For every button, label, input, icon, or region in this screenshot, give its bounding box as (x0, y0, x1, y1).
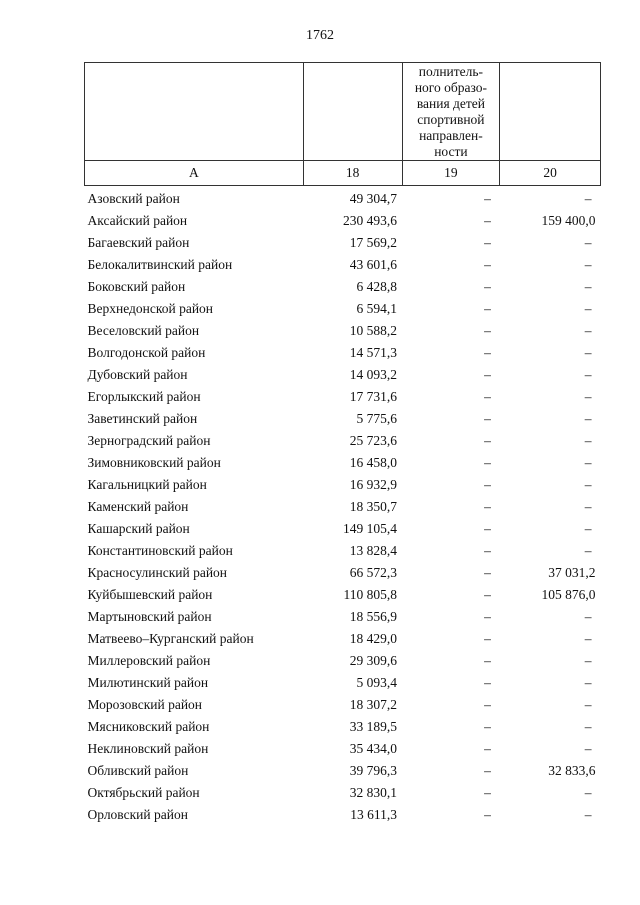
value-col-20: – (584, 367, 592, 382)
district-name: Кагальницкий район (87, 477, 207, 492)
value-col-19: – (484, 301, 491, 316)
value-col-19: – (484, 345, 491, 360)
value-col-18: 25 723,6 (349, 433, 397, 448)
value-col-20: – (584, 257, 592, 272)
value-col-19: – (484, 587, 491, 602)
district-name: Октябрьский район (87, 785, 200, 800)
value-col-19: – (484, 213, 491, 228)
value-col-20: – (584, 609, 592, 624)
value-col-20: – (584, 741, 592, 756)
district-name: Куйбышевский район (87, 587, 213, 602)
value-col-19: – (484, 807, 491, 822)
district-name: Егорлыкский район (87, 389, 201, 404)
value-col-18: 17 731,6 (349, 389, 397, 404)
value-col-19: – (484, 279, 491, 294)
value-col-20: – (584, 631, 592, 646)
value-col-19: – (484, 323, 491, 338)
table-row (85, 606, 601, 628)
district-name: Морозовский район (87, 697, 203, 712)
district-name: Орловский район (87, 807, 188, 822)
value-col-18: 6 428,8 (356, 279, 397, 294)
table-row (85, 320, 601, 342)
table-header (85, 63, 601, 186)
value-col-18: 149 105,4 (343, 521, 397, 536)
value-col-20: – (584, 389, 592, 404)
district-name: Обливский район (87, 763, 189, 778)
table-row (85, 804, 601, 826)
table-row (85, 760, 601, 782)
table-row (85, 650, 601, 672)
value-col-20: 37 031,2 (548, 565, 596, 580)
table-row (85, 430, 601, 452)
value-col-18: 10 588,2 (349, 323, 397, 338)
district-name: Багаевский район (87, 235, 190, 250)
value-col-18: 5 775,6 (356, 411, 397, 426)
district-name: Азовский район (87, 191, 180, 206)
column-19-description: полнитель- ного образо- вания детей спортивной направлен- ности (414, 64, 487, 159)
table-row (85, 782, 601, 804)
value-col-19: – (484, 565, 491, 580)
value-col-18: 18 429,0 (349, 631, 397, 646)
table-row (85, 408, 601, 430)
header-cell-19 (402, 63, 500, 161)
table-body (85, 186, 601, 827)
table-row (85, 210, 601, 232)
value-col-19: – (484, 477, 491, 492)
value-col-19: – (484, 389, 491, 404)
value-col-19: – (484, 631, 491, 646)
table-row (85, 716, 601, 738)
value-col-20: – (584, 455, 592, 470)
table-row (85, 738, 601, 760)
district-name: Красносулинский район (87, 565, 228, 580)
district-name: Заветинский район (87, 411, 198, 426)
header-cell-name (85, 63, 304, 161)
table-row (85, 672, 601, 694)
value-col-20: – (584, 499, 592, 514)
value-col-20: – (584, 807, 592, 822)
column-index-a: А (85, 161, 304, 186)
value-col-18: 16 932,9 (349, 477, 397, 492)
value-col-19: – (484, 455, 491, 470)
district-name: Дубовский район (87, 367, 188, 382)
value-col-20: – (584, 433, 592, 448)
value-col-18: 18 307,2 (349, 697, 397, 712)
value-col-20: – (584, 653, 592, 668)
district-name: Миллеровский район (87, 653, 211, 668)
district-name: Мартыновский район (87, 609, 212, 624)
district-name: Боковский район (87, 279, 186, 294)
district-name: Зерноградский район (87, 433, 211, 448)
table-row (85, 496, 601, 518)
value-col-20: – (584, 301, 592, 316)
value-col-19: – (484, 675, 491, 690)
district-name: Милютинский район (87, 675, 209, 690)
value-col-20: – (584, 279, 592, 294)
value-col-19: – (484, 741, 491, 756)
value-col-19: – (484, 411, 491, 426)
value-col-20: – (584, 521, 592, 536)
district-name: Верхнедонской район (87, 301, 214, 316)
value-col-20: 105 876,0 (541, 587, 596, 602)
district-name: Веселовский район (87, 323, 200, 338)
table-row (85, 562, 601, 584)
value-col-18: 49 304,7 (349, 191, 397, 206)
value-col-18: 14 571,3 (349, 345, 397, 360)
value-col-18: 5 093,4 (356, 675, 397, 690)
page-number: 1762 (306, 28, 334, 43)
value-col-20: – (584, 191, 592, 206)
table-row (85, 694, 601, 716)
value-col-19: – (484, 235, 491, 250)
table-row (85, 584, 601, 606)
district-name: Аксайский район (87, 213, 188, 228)
value-col-19: – (484, 191, 491, 206)
district-name: Зимовниковский район (87, 455, 221, 470)
value-col-19: – (484, 433, 491, 448)
value-col-18: 6 594,1 (356, 301, 397, 316)
column-index-20: 20 (500, 161, 601, 186)
value-col-20: – (584, 235, 592, 250)
table-row (85, 474, 601, 496)
table-row (85, 254, 601, 276)
value-col-18: 13 828,4 (349, 543, 397, 558)
table-row (85, 364, 601, 386)
value-col-18: 14 093,2 (349, 367, 397, 382)
value-col-19: – (484, 257, 491, 272)
value-col-18: 29 309,6 (349, 653, 397, 668)
district-name: Константиновский район (87, 543, 233, 558)
header-cell-20 (500, 63, 601, 161)
value-col-18: 39 796,3 (349, 763, 397, 778)
value-col-18: 32 830,1 (349, 785, 397, 800)
table-row (85, 298, 601, 320)
table-row (85, 342, 601, 364)
value-col-18: 18 556,9 (349, 609, 397, 624)
value-col-19: – (484, 785, 491, 800)
value-col-20: – (584, 323, 592, 338)
value-col-19: – (484, 499, 491, 514)
value-col-18: 230 493,6 (343, 213, 397, 228)
value-col-19: – (484, 543, 491, 558)
value-col-20: – (584, 719, 592, 734)
table-row (85, 276, 601, 298)
value-col-20: – (584, 697, 592, 712)
budget-table (84, 62, 601, 826)
table-row (85, 452, 601, 474)
district-name: Волгодонской район (87, 345, 206, 360)
value-col-19: – (484, 609, 491, 624)
value-col-18: 17 569,2 (349, 235, 397, 250)
value-col-20: – (584, 675, 592, 690)
district-name: Кашарский район (87, 521, 190, 536)
district-name: Неклиновский район (87, 741, 209, 756)
value-col-20: 159 400,0 (541, 213, 596, 228)
value-col-19: – (484, 697, 491, 712)
value-col-18: 13 611,3 (350, 807, 397, 822)
value-col-19: – (484, 763, 491, 778)
district-name: Мясниковский район (87, 719, 210, 734)
district-name: Белокалитвинский район (87, 257, 233, 272)
value-col-18: 18 350,7 (349, 499, 397, 514)
table-row (85, 518, 601, 540)
value-col-18: 35 434,0 (349, 741, 397, 756)
value-col-20: – (584, 785, 592, 800)
value-col-20: – (584, 477, 592, 492)
value-col-19: – (484, 521, 491, 536)
table-row (85, 628, 601, 650)
district-name: Каменский район (87, 499, 189, 514)
value-col-20: – (584, 411, 592, 426)
column-index-19: 19 (402, 161, 500, 186)
table-row (85, 540, 601, 562)
value-col-20: – (584, 543, 592, 558)
value-col-20: 32 833,6 (548, 763, 596, 778)
value-col-19: – (484, 653, 491, 668)
district-name: Матвеево–Курганский район (87, 631, 254, 646)
value-col-20: – (584, 345, 592, 360)
value-col-18: 16 458,0 (349, 455, 397, 470)
value-col-19: – (484, 719, 491, 734)
table-row (85, 186, 601, 211)
header-cell-18 (303, 63, 402, 161)
value-col-18: 33 189,5 (349, 719, 397, 734)
value-col-19: – (484, 367, 491, 382)
table-row (85, 232, 601, 254)
value-col-18: 43 601,6 (349, 257, 397, 272)
table-row (85, 386, 601, 408)
value-col-18: 110 805,8 (343, 587, 397, 602)
value-col-18: 66 572,3 (349, 565, 397, 580)
column-index-18: 18 (303, 161, 402, 186)
